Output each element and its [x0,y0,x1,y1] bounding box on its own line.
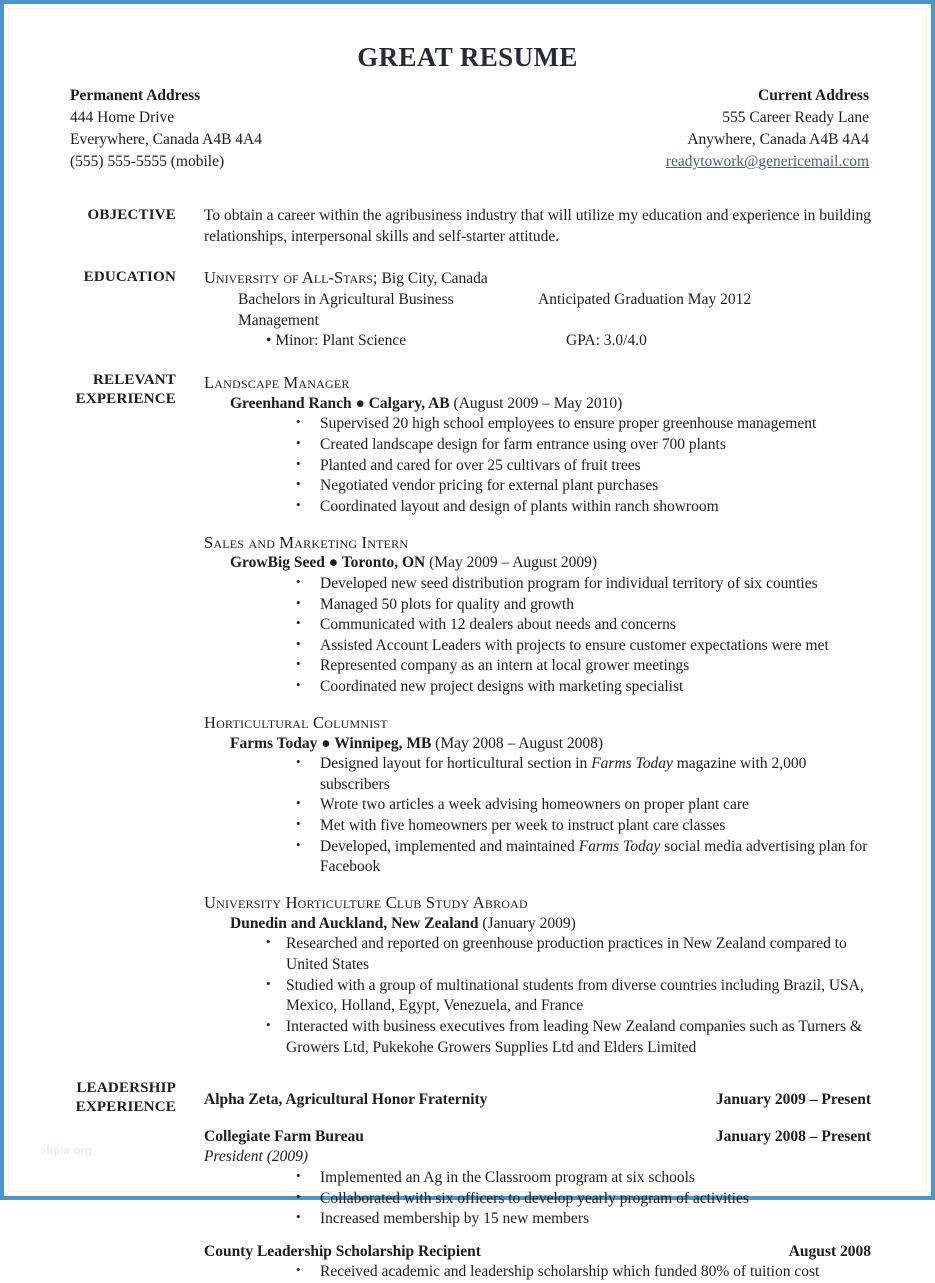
list-item: • Negotiated vendor pricing for external plant purchases [296,476,871,497]
leadership-role: President (2009) [204,1148,309,1166]
list-item: • Supervised 20 high school employees to ensure proper greenhouse management [296,414,871,435]
relevant-experience-body [176,370,871,1058]
education-degree-row [204,290,871,331]
education-school-location: Big City, Canada [381,270,488,288]
address-block [70,85,869,173]
leadership-experience-label-line1: LEADERSHIP [76,1080,176,1097]
list-item: • Communicated with 12 dealers about needs and concerns [296,615,871,636]
education-degree: Bachelors in Agricultural Business Management [238,291,454,329]
list-item: • Collaborated with six officers to develop yearly program of activities [296,1189,871,1210]
leadership-entry-header [204,1090,871,1111]
job-dates: (May 2009 – August 2009) [429,554,598,572]
section-leadership-experience [4,1078,931,1283]
list-item: • Developed, implemented and maintained Farms Today social media advertising plan for Facebook [296,837,871,878]
leadership-bullets [296,1168,871,1230]
list-item: • Met with five homeowners per week to instruct plant care classes [296,816,871,837]
job-title: Horticultural Columnist [204,712,388,732]
education-minor-text: Minor: Plant Science [275,332,407,350]
job-dates: (January 2009) [482,914,576,932]
resume-page [4,4,931,1281]
experience-entry [204,892,871,1058]
current-address [666,85,869,173]
leadership-title: County Leadership Scholarship Recipient [204,1242,481,1260]
job-bullets [296,414,871,517]
job-dates: (August 2009 – May 2010) [453,394,623,412]
objective-label: OBJECTIVE [87,207,176,223]
job-title: Landscape Manager [204,372,350,392]
job-org-line [204,914,871,935]
job-bullets [266,934,871,1058]
leadership-bullets [296,1262,871,1283]
job-bullets [296,754,871,878]
leadership-experience-label-line2: EXPERIENCE [75,1099,176,1116]
education-body [176,267,871,351]
current-address-heading: Current Address [758,87,869,104]
list-item: • Designed layout for horticultural section in Farms Today magazine with 2,000 subscribers [296,754,871,795]
leadership-entry-header [204,1127,871,1148]
experience-entry [204,532,871,698]
leadership-entry-header [204,1242,871,1263]
education-label: EDUCATION [83,269,176,286]
objective-text: To obtain a career within the agribusiness industry that will utilize my education and experience in building relationships, interpersonal skills and self-starter attitude. [204,207,871,246]
list-item: • Developed new seed distribution program for individual territory of six counties [296,574,871,595]
list-item: • Planted and cared for over 25 cultivars of fruit trees [296,456,871,477]
job-org-line [204,394,871,415]
permanent-address-heading: Permanent Address [70,87,201,104]
permanent-address-line2: Everywhere, Canada A4B 4A4 [70,131,262,148]
watermark: shpia.org [40,1145,93,1158]
education-gpa: GPA: 3.0/4.0 [566,332,647,350]
leadership-date: January 2008 – Present [715,1127,871,1145]
leadership-title: Collegiate Farm Bureau [204,1127,364,1145]
list-item: • Managed 50 plots for quality and growth [296,595,871,616]
list-item: • Created landscape design for farm entrance using over 700 plants [296,435,871,456]
list-item: • Interacted with business executives from leading New Zealand companies such as Turners & Growers Ltd, Pukekohe Growers Supplies Ltd and Elders Limited [266,1017,871,1058]
job-org: Dunedin and Auckland, New Zealand [230,914,479,932]
list-item: • Implemented an Ag in the Classroom program at six schools [296,1168,871,1189]
page-title: GREAT RESUME [357,42,578,72]
job-dates: (May 2008 – August 2008) [435,734,604,752]
list-item: • Wrote two articles a week advising homeowners on proper plant care [296,795,871,816]
experience-entry [204,712,871,878]
list-item: • Increased membership by 15 new members [296,1209,871,1230]
list-item: • Received academic and leadership scholarship which funded 80% of tuition cost [296,1262,871,1283]
job-bullets [296,574,871,698]
leadership-experience-label [4,1078,176,1283]
education-school: University of All-Stars; [204,268,378,288]
list-item: • Researched and reported on greenhouse production practices in New Zealand compared to United States [266,934,871,975]
objective-body [176,205,871,247]
leadership-title: Alpha Zeta, Agricultural Honor Fraternity [204,1091,488,1109]
section-relevant-experience [4,370,931,1058]
current-address-line1: 555 Career Ready Lane [722,109,869,126]
current-address-line2: Anywhere, Canada A4B 4A4 [687,131,869,148]
list-item: • Studied with a group of multinational students from diverse countries including Brazil, USA, Mexico, Holland, Egypt, Venezuela, and France [266,976,871,1017]
permanent-address-phone: (555) 555-5555 (mobile) [70,153,225,170]
relevant-experience-label-line1: RELEVANT [92,371,176,388]
experience-entry [204,372,871,518]
section-education [4,267,931,351]
education-school-line [204,267,871,290]
permanent-address-line1: 444 Home Drive [70,109,175,126]
list-item: • Represented company as an intern at local grower meetings [296,656,871,677]
job-org-line [204,553,871,574]
job-title: Sales and Marketing Intern [204,532,409,552]
job-org-line [204,734,871,755]
relevant-experience-label [4,370,176,1058]
relevant-experience-label-line2: EXPERIENCE [75,391,176,408]
job-title: University Horticulture Club Study Abroad [204,892,528,912]
list-item: • Coordinated layout and design of plants within ranch showroom [296,497,871,518]
leadership-date: January 2009 – Present [715,1091,871,1109]
permanent-address [70,85,262,173]
education-minor: • Minor: Plant Science [266,332,407,350]
leadership-date: August 2008 [788,1242,871,1260]
job-org: Greenhand Ranch ● Calgary, AB [230,394,450,412]
section-objective [4,205,931,247]
email-link[interactable]: readytowork@genericemail.com [665,153,869,170]
list-item: • Coordinated new project designs with marketing specialist [296,677,871,698]
education-minor-row [204,331,871,352]
list-item: • Assisted Account Leaders with projects to ensure customer expectations were met [296,636,871,657]
job-org: Farms Today ● Winnipeg, MB [230,734,432,752]
leadership-experience-body [176,1078,871,1283]
education-graduation: Anticipated Graduation May 2012 [538,291,752,309]
job-org: GrowBig Seed ● Toronto, ON [230,554,426,572]
